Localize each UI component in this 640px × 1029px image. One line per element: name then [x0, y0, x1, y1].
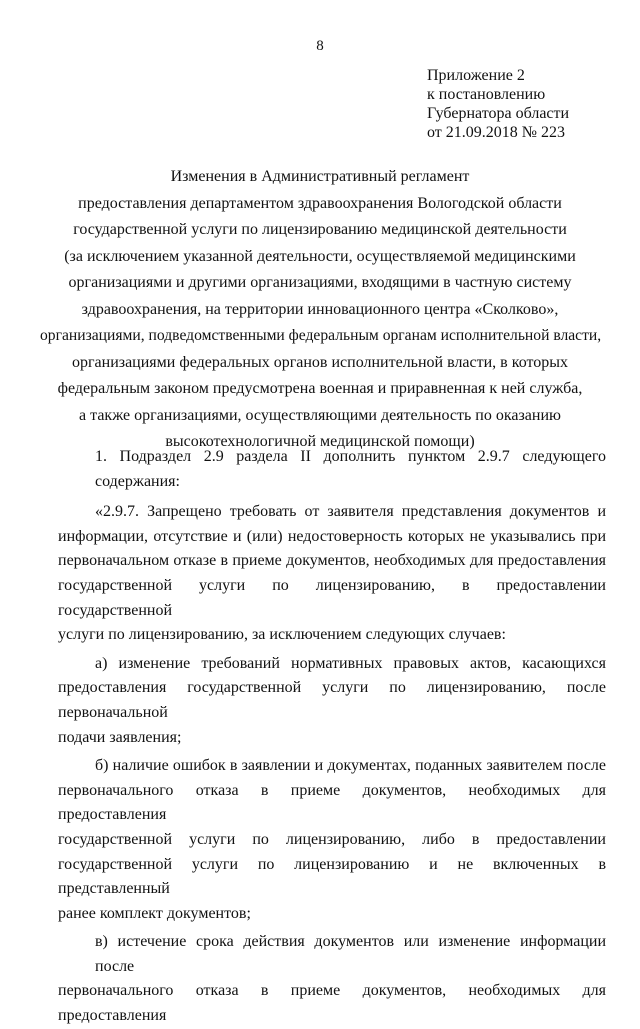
paragraph	[58, 652, 606, 750]
paragraph-line: информации, отсутствие и (или) недостоверность которых не указывались при	[58, 527, 606, 545]
paragraph-line: государственной услуги по лицензированию, в предоставлении государственной	[58, 576, 606, 619]
title-line: государственной услуги по лицензированию медицинской деятельности	[73, 221, 567, 238]
page-number: 8	[316, 38, 324, 54]
paragraph	[58, 445, 606, 494]
paragraph-line: первоначального отказа в приеме документов, необходимых для предоставления	[58, 781, 606, 824]
paragraph-line: государственной услуги по лицензированию, либо в предоставлении	[58, 830, 606, 848]
title-line: предоставления департаментом здравоохранения Вологодской области	[78, 194, 562, 212]
paragraph-line: «2.9.7. Запрещено требовать от заявителя представления документов и	[95, 503, 606, 521]
paragraph	[58, 930, 606, 1028]
document-body	[58, 445, 606, 1029]
paragraph-line: ранее комплект документов;	[58, 904, 251, 922]
title-line: (за исключением указанной деятельности, осуществляемой медицинскими	[64, 247, 576, 265]
paragraph-line: государственной услуги по лицензированию и не включенных в представленный	[58, 855, 606, 898]
paragraph-line: первоначальном отказе в приеме документов, необходимых для предоставления	[58, 552, 606, 570]
appendix-line: от 21.09.2018 № 223	[427, 124, 566, 141]
title-line: высокотехнологичной медицинской помощи)	[165, 433, 475, 450]
document-title	[40, 164, 600, 456]
paragraph-line: а) изменение требований нормативных правовых актов, касающихся	[95, 654, 606, 672]
paragraph-line: б) наличие ошибок в заявлении и документах, поданных заявителем после	[95, 757, 606, 775]
paragraph	[58, 500, 606, 648]
title-line: здравоохранения, на территории инновационного центра «Сколково»,	[81, 300, 559, 318]
paragraph-line: предоставления государственной услуги по лицензированию, после первоначальной	[58, 679, 606, 721]
title-line: федеральным законом предусмотрена военная и приравненная к ней служба,	[57, 380, 583, 397]
appendix-block	[427, 66, 569, 142]
appendix-line: Губернатора области	[427, 105, 570, 122]
title-line: организациями, подведомственными федеральным органам исполнительной власти,	[40, 327, 602, 344]
paragraph-line: подачи заявления;	[58, 728, 182, 746]
title-line: Изменения в Административный регламент	[170, 168, 470, 185]
paragraph-line: услуги по лицензированию, за исключением следующих случаев:	[58, 626, 506, 644]
paragraph-line: в) истечение срока действия документов или изменение информации после	[95, 933, 606, 975]
paragraph	[58, 754, 606, 926]
title-line: а также организациями, осуществляющими деятельность по оказанию	[79, 406, 561, 424]
appendix-line: к постановлению	[427, 86, 546, 103]
paragraph-line: 1. Подраздел 2.9 раздела II дополнить пунктом 2.9.7 следующего содержания:	[95, 448, 606, 490]
appendix-line: Приложение 2	[427, 67, 525, 84]
title-line: организациями и другими организациями, входящими в частную систему	[68, 274, 572, 291]
title-line: организациями федеральных органов исполнительной власти, в которых	[71, 353, 569, 371]
paragraph-line: первоначального отказа в приеме документов, необходимых для предоставления	[58, 982, 606, 1025]
